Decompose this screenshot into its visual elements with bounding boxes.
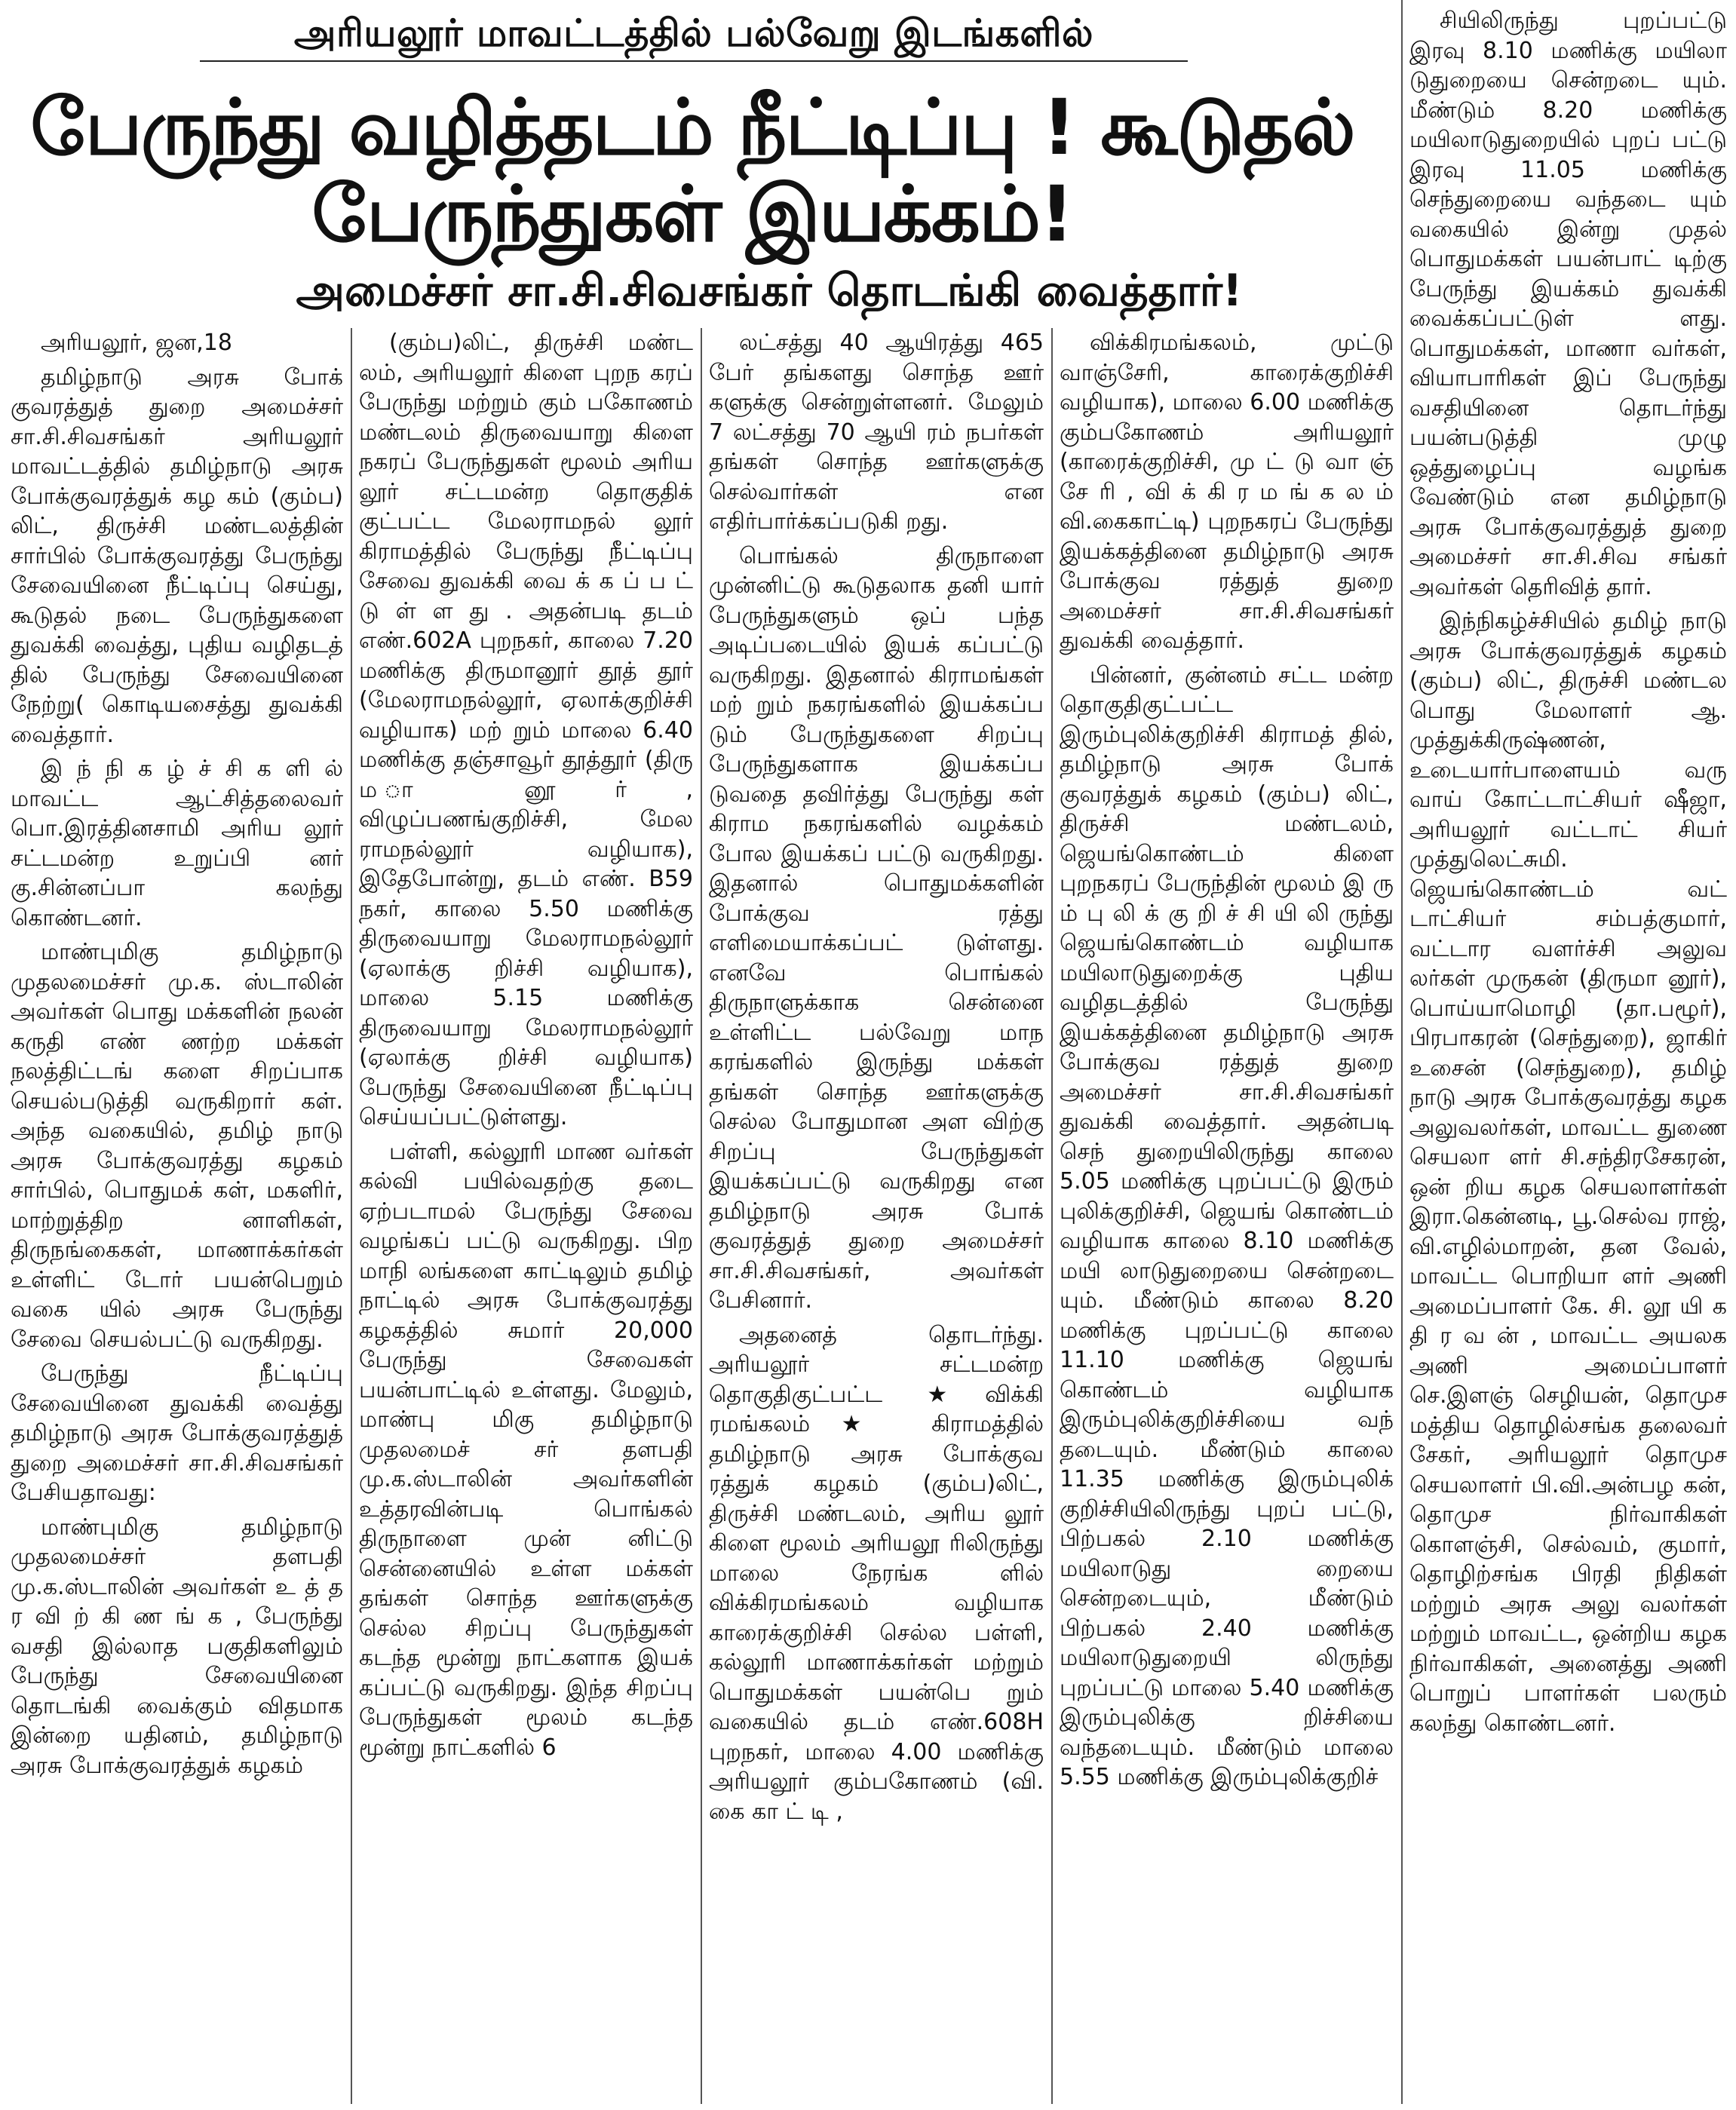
paragraph: சியிலிருந்து புறப்பட்டு இரவு 8.10 மணிக்கு மயிலா டுதுறையை சென்றடை யும். மீண்டும் 8.20 மணிக்கு மயிலாடுதுறையில் புறப் பட்டு இரவு 11.05 மணிக்கு செந்துறையை வந்தடை யும் வகையில் இன்று முதல் பொதுமக்கள் பயன்பாட் டிற்கு பேருந்து இயக்கம் துவக்கி வைக்கப்பட்டுள் ளது. பொதுமக்கள், மாணா வர்கள், வியாபாரிகள் இப் பேருந்து வசதியினை தொடர்ந்து பயன்படுத்தி முழு ஒத்துழைப்பு வழங்க வேண்டும் என தமிழ்நாடு அரசு போக்குவரத்துத் துறை அமைச்சர் சா.சி.சிவ சங்கர் அவர்கள் தெரிவித் தார். (1409, 8, 1727, 600)
column-rule (351, 328, 352, 2104)
dateline: அரியலூர், ஜன,18 (41, 330, 232, 356)
paragraph: பொங்கல் திருநாளை முன்னிட்டு கூடுதலாக தனி யார் பேருந்துகளும் ஒப் பந்த அடிப்படையில் இயக் கப்பட்டு வருகிறது. இதனால் கிராமங்கள் மற் றும் நகரங்களில் இயக்கப்ப டும் பேருந்துகளை சிறப்பு பேருந்துகளாக இயக்கப்ப டுவதை தவிர்த்து பேருந்து கள் கிராம நகரங்களில் வழக்கம் போல இயக்கப் பட்டு வருகிறது. இதனால் பொதுமக்களின் போக்குவ ரத்து எளிமையாக்கப்பட் டுள்ளது. எனவே பொங்கல் திருநாளுக்காக சென்னை உள்ளிட்ட பல்வேறு மாந கரங்களில் இருந்து மக்கள் தங்கள் சொந்த ஊர்களுக்கு செல்ல போதுமான அள விற்கு சிறப்பு பேருந்துகள் இயக்கப்பட்டு வருகிறது என தமிழ்நாடு அரசு போக் குவரத்துத் துறை அமைச்சர் சா.சி.சிவசங்கர், அவர்கள் பேசினார். (709, 542, 1044, 1314)
subheadline: அமைச்சர் சா.சி.சிவசங்கர் தொடங்கி வைத்தார்! (296, 265, 1243, 316)
paragraph: மாண்புமிகு தமிழ்நாடு முதலமைச்சர் தளபதி மு.க.ஸ்டாலின் அவர்கள் உ த் த ர வி ற் கி ண ங் க , பேருந்து வசதி இல்லாத பகுதிகளிலும் பேருந்து சேவையினை தொடங்கி வைக்கும் விதமாக இன்றை யதினம், தமிழ்நாடு அரசு போக்குவரத்துக் கழகம் (11, 1513, 343, 1779)
paragraph: இ ந் நி க ழ் ச் சி க ளி ல் மாவட்ட ஆட்சித்தலைவர் பொ.இரத்தினசாமி அரிய லூர் சட்டமன்ற உறுப்பி னர் கு.சின்னப்பா கலந்து கொண்டனர். (11, 756, 343, 931)
paragraph: பேருந்து நீட்டிப்பு சேவையினை துவக்கி வைத்து தமிழ்நாடு அரசு போக்குவரத்துத் துறை அமைச்சர் சா.சி.சிவசங்கர் பேசியதாவது: (11, 1360, 343, 1506)
article-column-2 (354, 328, 698, 2104)
paragraph: பின்னர், குன்னம் சட்ட மன்ற தொகுதிகுட்பட்ட இரும்புலிக்குறிச்சி கிராமத் தில், தமிழ்நாடு அரசு போக் குவரத்துக் கழகம் (கும்ப) லிட், திருச்சி மண்டலம், ஜெயங்கொண்டம் கிளை புறநகரப் பேருந்தின் மூலம் இ ரு ம் பு லி க் கு றி ச் சி யி லி ருந்து ஜெயங்கொண்டம் வழியாக மயிலாடுதுறைக்கு புதிய வழிதடத்தில் பேருந்து இயக்கத்தினை தமிழ்நாடு அரசு போக்குவ ரத்துத் துறை அமைச்சர் சா.சி.சிவசங்கர் துவக்கி வைத்தார். அதன்படி செந் துறையிலிருந்து காலை 5.05 மணிக்கு புறப்பட்டு இரும் புலிக்குறிச்சி, ஜெயங் கொண்டம் வழியாக காலை 8.10 மணிக்கு மயி லாடுதுறையை சென்றடை யும். மீண்டும் காலை 8.20 மணிக்கு புறப்பட்டு காலை 11.10 மணிக்கு ஜெயங் கொண்டம் வழியாக இரும்புலிக்குறிச்சியை வந் தடையும். மீண்டும் காலை 11.35 மணிக்கு இரும்புலிக் குறிச்சியிலிருந்து புறப் பட்டு, பிற்பகல் 2.10 மணிக்கு மயிலாடுது றையை சென்றடையும், மீண்டும் பிற்பகல் 2.40 மணிக்கு மயிலாடுதுறையி லிருந்து புறப்பட்டு மாலை 5.40 மணிக்கு இரும்புலிக்கு றிச்சியை வந்தடையும். மீண்டும் மாலை 5.55 மணிக்கு இரும்புலிக்குறிச் (1060, 661, 1394, 1790)
column-rule (1051, 328, 1053, 2104)
column-rule (701, 328, 702, 2104)
paragraph: விக்கிரமங்கலம், முட்டு வாஞ்சேரி, காரைக்குறிச்சி வழியாக), மாலை 6.00 மணிக்கு கும்பகோணம் அரியலூர் (காரைக்குறிச்சி, மு ட் டு வா ஞ் சே ரி , வி க் கி ர ம ங் க ல ம் வி.கைகாட்டி) புறநகரப் பேருந்து இயக்கத்தினை தமிழ்நாடு அரசு போக்குவ ரத்துத் துறை அமைச்சர் சா.சி.சிவசங்கர் துவக்கி வைத்தார். (1060, 330, 1394, 654)
paragraph: தமிழ்நாடு அரசு போக் குவரத்துத் துறை அமைச்சர் சா.சி.சிவசங்கர் அரியலூர் மாவட்டத்தில் தமிழ்நாடு அரசு போக்குவரத்துக் கழ கம் (கும்ப) லிட், திருச்சி மண்டலத்தின் சார்பில் போக்குவரத்து பேருந்து சேவையினை நீட்டிப்பு செய்து, கூடுதல் நடை பேருந்துகளை துவக்கி வைத்து, புதிய வழிதடத் தில் பேருந்து சேவையினை நேற்று( கொடியசைத்து துவக்கி வைத்தார். (11, 363, 343, 748)
article-column-1 (6, 328, 348, 2104)
paragraph: பள்ளி, கல்லூரி மாண வர்கள் கல்வி பயில்வதற்கு தடை ஏற்படாமல் பேருந்து சேவை வழங்கப் பட்டு வருகிறது. பிற மாநி லங்களை காட்டிலும் தமிழ் நாட்டில் அரசு போக்குவரத்து கழகத்தில் சுமார் 20,000 பேருந்து சேவைகள் பயன்பாட்டில் உள்ளது. மேலும், மாண்பு மிகு தமிழ்நாடு முதலமைச் சர் தளபதி மு.க.ஸ்டாலின் அவர்களின் உத்தரவின்படி பொங்கல் திருநாளை முன் னிட்டு சென்னையில் உள்ள மக்கள் தங்கள் சொந்த ஊர்களுக்கு செல்ல சிறப்பு பேருந்துகள் கடந்த மூன்று நாட்களாக இயக் கப்பட்டு வருகிறது. இந்த சிறப்பு பேருந்துகள் மூலம் கடந்த மூன்று நாட்களில் 6 (359, 1138, 693, 1761)
paragraph: (கும்ப)லிட், திருச்சி மண்ட லம், அரியலூர் கிளை புறந கரப் பேருந்து மற்றும் கும் பகோணம் மண்டலம் திருவையாறு கிளை நகரப் பேருந்துகள் மூலம் அரிய லூர் சட்டமன்ற தொகுதிக் குட்பட்ட மேலராமநல் லூர் கிராமத்தில் பேருந்து நீட்டிப்பு சேவை துவக்கி வை க் க ப் ப ட் டு ள் ள து . அதன்படி தடம் எண்.602A புறநகர், காலை 7.20 மணிக்கு திருமானூர் தூத் தூர் (மேலராமநல்லூர், ஏலாக்குறிச்சி வழியாக) மற் றும் மாலை 6.40 மணிக்கு தஞ்சாவூர் தூத்தூர் (திரு ம ா னூ ர் , விழுப்பணங்குறிச்சி, மேல ராமநல்லூர் வழியாக), இதேபோன்று, தடம் எண். B59 நகர், காலை 5.50 மணிக்கு திருவையாறு மேலராமநல்லூர் (ஏலாக்கு றிச்சி வழியாக), மாலை 5.15 மணிக்கு திருவையாறு மேலராமநல்லூர் (ஏலாக்கு றிச்சி வழியாக) பேருந்து சேவையினை நீட்டிப்பு செய்யப்பட்டுள்ளது. (359, 330, 693, 1130)
article-column-4 (1055, 328, 1398, 2104)
main-headline: பேருந்து வழித்தடம் நீட்டிப்பு ! கூடுதல் பேருந்துகள் இயக்கம்! (30, 83, 1354, 259)
paragraph: லட்சத்து 40 ஆயிரத்து 465 பேர் தங்களது சொந்த ஊர் களுக்கு சென்றுள்ளனர். மேலும் 7 லட்சத்து 70 ஆயி ரம் நபர்கள் தங்கள் சொந்த ஊர்களுக்கு செல்வார்கள் என எதிர்பார்க்கப்படுகி றது. (709, 330, 1044, 535)
article-column-5 (1405, 6, 1731, 2104)
paragraph: அதனைத் தொடர்ந்து. அரியலூர் சட்டமன்ற தொகுதிகுட்பட்ட ★விக்கி ரமங்கலம்★ கிராமத்தில் தமிழ்நாடு அரசு போக்குவ ரத்துக் கழகம் (கும்ப)லிட், திருச்சி மண்டலம், அரிய லூர் கிளை மூலம் அரியலூ ரிலிருந்து மாலை நேரங்க ளில் விக்கிரமங்கலம் வழியாக காரைக்குறிச்சி செல்ல பள்ளி, கல்லூரி மாணாக்கர்கள் மற்றும் பொதுமக்கள் பயன்பெ றும் வகையில் தடம் எண்.608H புறநகர், மாலை 4.00 மணிக்கு அரியலூர் கும்பகோணம் (வி. கை கா ட் டி , (709, 1321, 1044, 1825)
kicker-headline: அரியலூர் மாவட்டத்தில் பல்வேறு இடங்களில் (200, 6, 1188, 62)
paragraph: இந்நிகழ்ச்சியில் தமிழ் நாடு அரசு போக்குவரத்துக் கழகம் (கும்ப) லிட், திருச்சி மண்டல பொது மேலாளர் ஆ. முத்துக்கிருஷ்ணன், உடையார்பாளையம் வரு வாய் கோட்டாட்சியர் ஷீஜா, அரியலூர் வட்டாட் சியர் முத்துலெட்சுமி. ஜெயங்கொண்டம் வட் டாட்சியர் சம்பத்குமார், வட்டார வளர்ச்சி அலுவ லர்கள் முருகன் (திருமா னூர்), பொய்யாமொழி (தா.பழூர்), பிரபாகரன் (செந்துறை), ஜாகிர் உசைன் (செந்துறை), தமிழ் நாடு அரசு போக்குவரத்து கழக அலுவலர்கள், மாவட்ட துணை செயலா ளர் சி.சந்திரசேகரன், ஒன் றிய கழக செயலாளர்கள் இரா.கென்னடி, பூ.செல்வ ராஜ், வி.எழில்மாறன், தன வேல், மாவட்ட பொறியா ளர் அணி அமைப்பாளர் கே. சி. லூ யி க தி ர வ ன் , மாவட்ட அயலக அணி அமைப்பாளர் செ.இளஞ் செழியன், தொமுச மத்திய தொழில்சங்க தலைவர் சேகர், அரியலூர் தொமுச செயலாளர் பி.வி.அன்பழ கன், தொமுச நிர்வாகிகள் கொளஞ்சி, செல்வம், குமார், தொழிற்சங்க பிரதி நிதிகள் மற்றும் அரசு அலு வலர்கள் மற்றும் மாவட்ட, ஒன்றிய கழக நிர்வாகிகள், அனைத்து அணி பொறுப் பாளர்கள் பலரும் கலந்து கொண்டனர். (1409, 608, 1727, 1737)
column-rule (1401, 0, 1403, 2104)
paragraph: மாண்புமிகு தமிழ்நாடு முதலமைச்சர் மு.க. ஸ்டாலின் அவர்கள் பொது மக்களின் நலன் கருதி எண் ணற்ற மக்கள் நலத்திட்டங் களை சிறப்பாக செயல்படுத்தி வருகிறார் கள். அந்த வகையில், தமிழ் நாடு அரசு போக்குவரத்து கழகம் சார்பில், பொதுமக் கள், மகளிர், மாற்றுத்திற னாளிகள், திருநங்கைகள், மாணாக்கர்கள் உள்ளிட் டோர் பயன்பெறும் வகை யில் அரசு பேருந்து சேவை செயல்பட்டு வருகிறது. (11, 939, 343, 1353)
article-column-3 (704, 328, 1048, 2104)
